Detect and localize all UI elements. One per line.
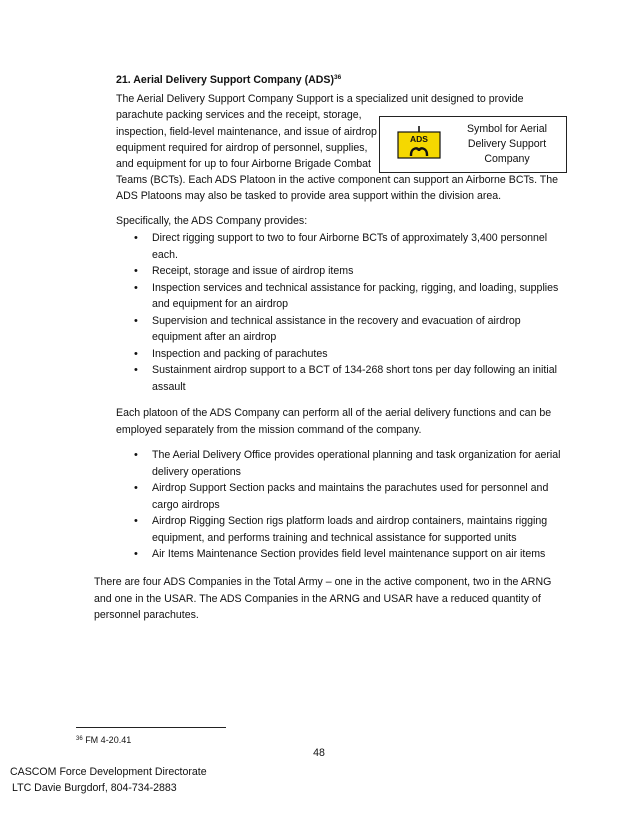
list-item: • Airdrop Rigging Section rigs platform loads and airdrop containers, maintains rigging equipment, and performs training and technical assistance for supported units xyxy=(134,513,562,546)
section-heading-text: 21. Aerial Delivery Support Company (ADS) xyxy=(116,74,335,86)
intro-line-3: inspection, field-level maintenance, and issue of airdrop xyxy=(116,126,377,138)
intro-line-2: parachute packing services and the receipt, storage, xyxy=(116,109,362,121)
list-item: • Supervision and technical assistance in the recovery and evacuation of airdrop equipment after an airdrop xyxy=(134,313,562,346)
closing-paragraph: There are four ADS Companies in the Total Army – one in the active component, two in the ARNG and one in the USAR. The ADS Companies in the ARNG and USAR have a reduced quantity of personnel parachutes. xyxy=(94,576,552,621)
footer-line-2: LTC Davie Burgdorf, 804-734-2883 xyxy=(12,782,177,794)
footnote-number: 36 xyxy=(76,736,83,742)
footnote xyxy=(76,734,131,746)
intro-line-4: equipment required for airdrop of personnel, supplies, xyxy=(116,142,368,154)
list-item: • Airdrop Support Section packs and maintains the parachutes used for personnel and cargo airdrops xyxy=(134,480,562,513)
platoon-list xyxy=(134,447,562,563)
list-item: • Sustainment airdrop support to a BCT of 134-268 short tons per day following an initial assault xyxy=(134,362,562,395)
footnote-reference[interactable]: 36 xyxy=(334,74,342,81)
ads-unit-symbol-icon xyxy=(396,126,442,160)
provides-list xyxy=(134,230,562,395)
list-item: • Air Items Maintenance Section provides field level maintenance support on air items xyxy=(134,546,562,563)
list-item: • Receipt, storage and issue of airdrop items xyxy=(134,263,562,280)
page-number: 48 xyxy=(313,747,325,759)
list-item: • The Aerial Delivery Office provides operational planning and task organization for aerial delivery operations xyxy=(134,447,562,480)
figure-caption: Symbol for Aerial Delivery Support Company xyxy=(466,123,548,165)
ads-symbol-label: ADS xyxy=(410,134,428,144)
intro-line-1: The Aerial Delivery Support Company Support is a specialized unit designed to provide xyxy=(116,93,524,105)
provides-lead: Specifically, the ADS Company provides: xyxy=(116,215,308,227)
intro-line-6: Teams (BCTs). Each ADS Platoon in the active component can support an Airborne BCTs. The xyxy=(116,174,559,186)
footer-line-1: CASCOM Force Development Directorate xyxy=(10,766,207,778)
platoon-paragraph: Each platoon of the ADS Company can perform all of the aerial delivery functions and can be employed separately from the mission command of the company. xyxy=(116,407,552,436)
list-item: • Inspection and packing of parachutes xyxy=(134,346,562,363)
footnote-separator xyxy=(76,727,226,728)
list-item: • Inspection services and technical assistance for packing, rigging, and loading, supplies and equipment for an airdrop xyxy=(134,280,562,313)
section-heading xyxy=(116,72,341,88)
list-item: • Direct rigging support to two to four Airborne BCTs of approximately 3,400 personnel each. xyxy=(134,230,562,263)
intro-line-7: ADS Platoons may also be tasked to provide area support within the division area. xyxy=(116,190,502,202)
intro-line-5: and equipment for up to four Airborne Brigade Combat xyxy=(116,158,371,170)
footnote-text: FM 4-20.41 xyxy=(82,735,132,745)
